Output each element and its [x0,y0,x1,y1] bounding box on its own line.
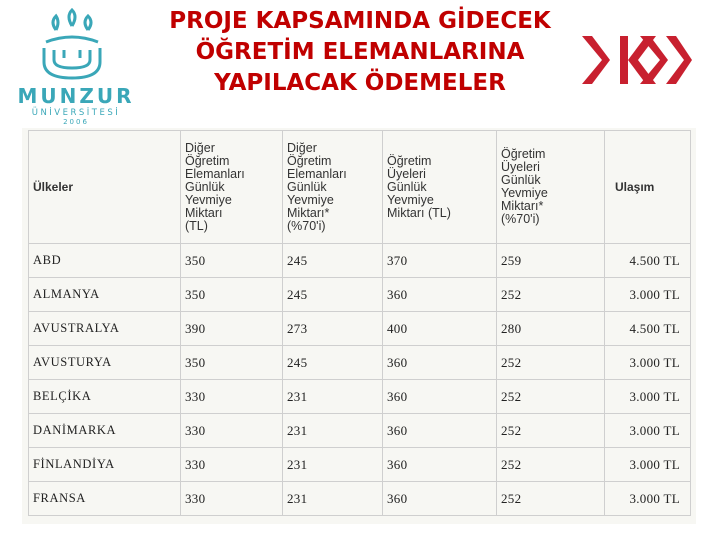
value-cell: 330 [181,414,283,448]
payment-table-scan [22,128,696,524]
table-row [29,448,691,482]
value-cell: 370 [383,244,497,278]
header-transport: Ulaşım [605,131,691,244]
value-cell: 360 [383,414,497,448]
value-cell: 245 [283,244,383,278]
transport-cell: 4.500 TL [605,244,691,278]
title-line-2: ÖĞRETİM ELEMANLARINA [195,39,525,65]
value-cell: 330 [181,448,283,482]
table-row [29,278,691,312]
table-header-row [29,131,691,244]
country-cell: FRANSA [29,482,181,516]
payment-table [28,130,691,516]
table-row [29,346,691,380]
value-cell: 231 [283,482,383,516]
value-cell: 245 [283,278,383,312]
header-other-staff-70: Diğer Öğretim Elemanları Günlük Yevmiye Miktarı* (%70'i) [283,131,383,244]
header-other-staff-daily: Diğer Öğretim Elemanları Günlük Yevmiye Miktarı (TL) [181,131,283,244]
transport-cell: 3.000 TL [605,278,691,312]
value-cell: 280 [497,312,605,346]
value-cell: 350 [181,278,283,312]
table-row [29,482,691,516]
transport-cell: 3.000 TL [605,448,691,482]
yok-logo [580,30,694,86]
title-line-3: YAPILACAK ÖDEMELER [214,70,506,96]
value-cell: 330 [181,380,283,414]
header-faculty-70: Öğretim Üyeleri Günlük Yevmiye Miktarı* (%70'i) [497,131,605,244]
value-cell: 259 [497,244,605,278]
value-cell: 252 [497,448,605,482]
value-cell: 360 [383,278,497,312]
value-cell: 330 [181,482,283,516]
munzur-university-logo [8,8,138,128]
value-cell: 231 [283,414,383,448]
country-cell: BELÇİKA [29,380,181,414]
header-countries: Ülkeler [29,131,181,244]
yok-emblem-icon [580,30,694,86]
title-line-1: PROJE KAPSAMINDA GİDECEK [169,8,551,34]
value-cell: 231 [283,448,383,482]
value-cell: 350 [181,244,283,278]
country-cell: ABD [29,244,181,278]
value-cell: 390 [181,312,283,346]
country-cell: FİNLANDİYA [29,448,181,482]
value-cell: 400 [383,312,497,346]
transport-cell: 3.000 TL [605,482,691,516]
value-cell: 350 [181,346,283,380]
value-cell: 252 [497,346,605,380]
value-cell: 252 [497,482,605,516]
table-row [29,312,691,346]
transport-cell: 3.000 TL [605,380,691,414]
logo-subtitle: ÜNİVERSİTESİ [31,108,121,118]
value-cell: 252 [497,278,605,312]
table-row [29,244,691,278]
value-cell: 252 [497,380,605,414]
value-cell: 360 [383,380,497,414]
logo-year: 2006 [63,118,89,126]
table-row [29,380,691,414]
page-title [140,6,580,99]
value-cell: 231 [283,380,383,414]
country-cell: AVUSTURYA [29,346,181,380]
value-cell: 360 [383,482,497,516]
value-cell: 245 [283,346,383,380]
value-cell: 273 [283,312,383,346]
transport-cell: 4.500 TL [605,312,691,346]
country-cell: ALMANYA [29,278,181,312]
header-faculty-daily: Öğretim Üyeleri Günlük Yevmiye Miktarı (TL) [383,131,497,244]
country-cell: DANİMARKA [29,414,181,448]
transport-cell: 3.000 TL [605,414,691,448]
logo-name: MUNZUR [17,84,135,108]
transport-cell: 3.000 TL [605,346,691,380]
value-cell: 252 [497,414,605,448]
value-cell: 360 [383,346,497,380]
country-cell: AVUSTRALYA [29,312,181,346]
value-cell: 360 [383,448,497,482]
table-row [29,414,691,448]
